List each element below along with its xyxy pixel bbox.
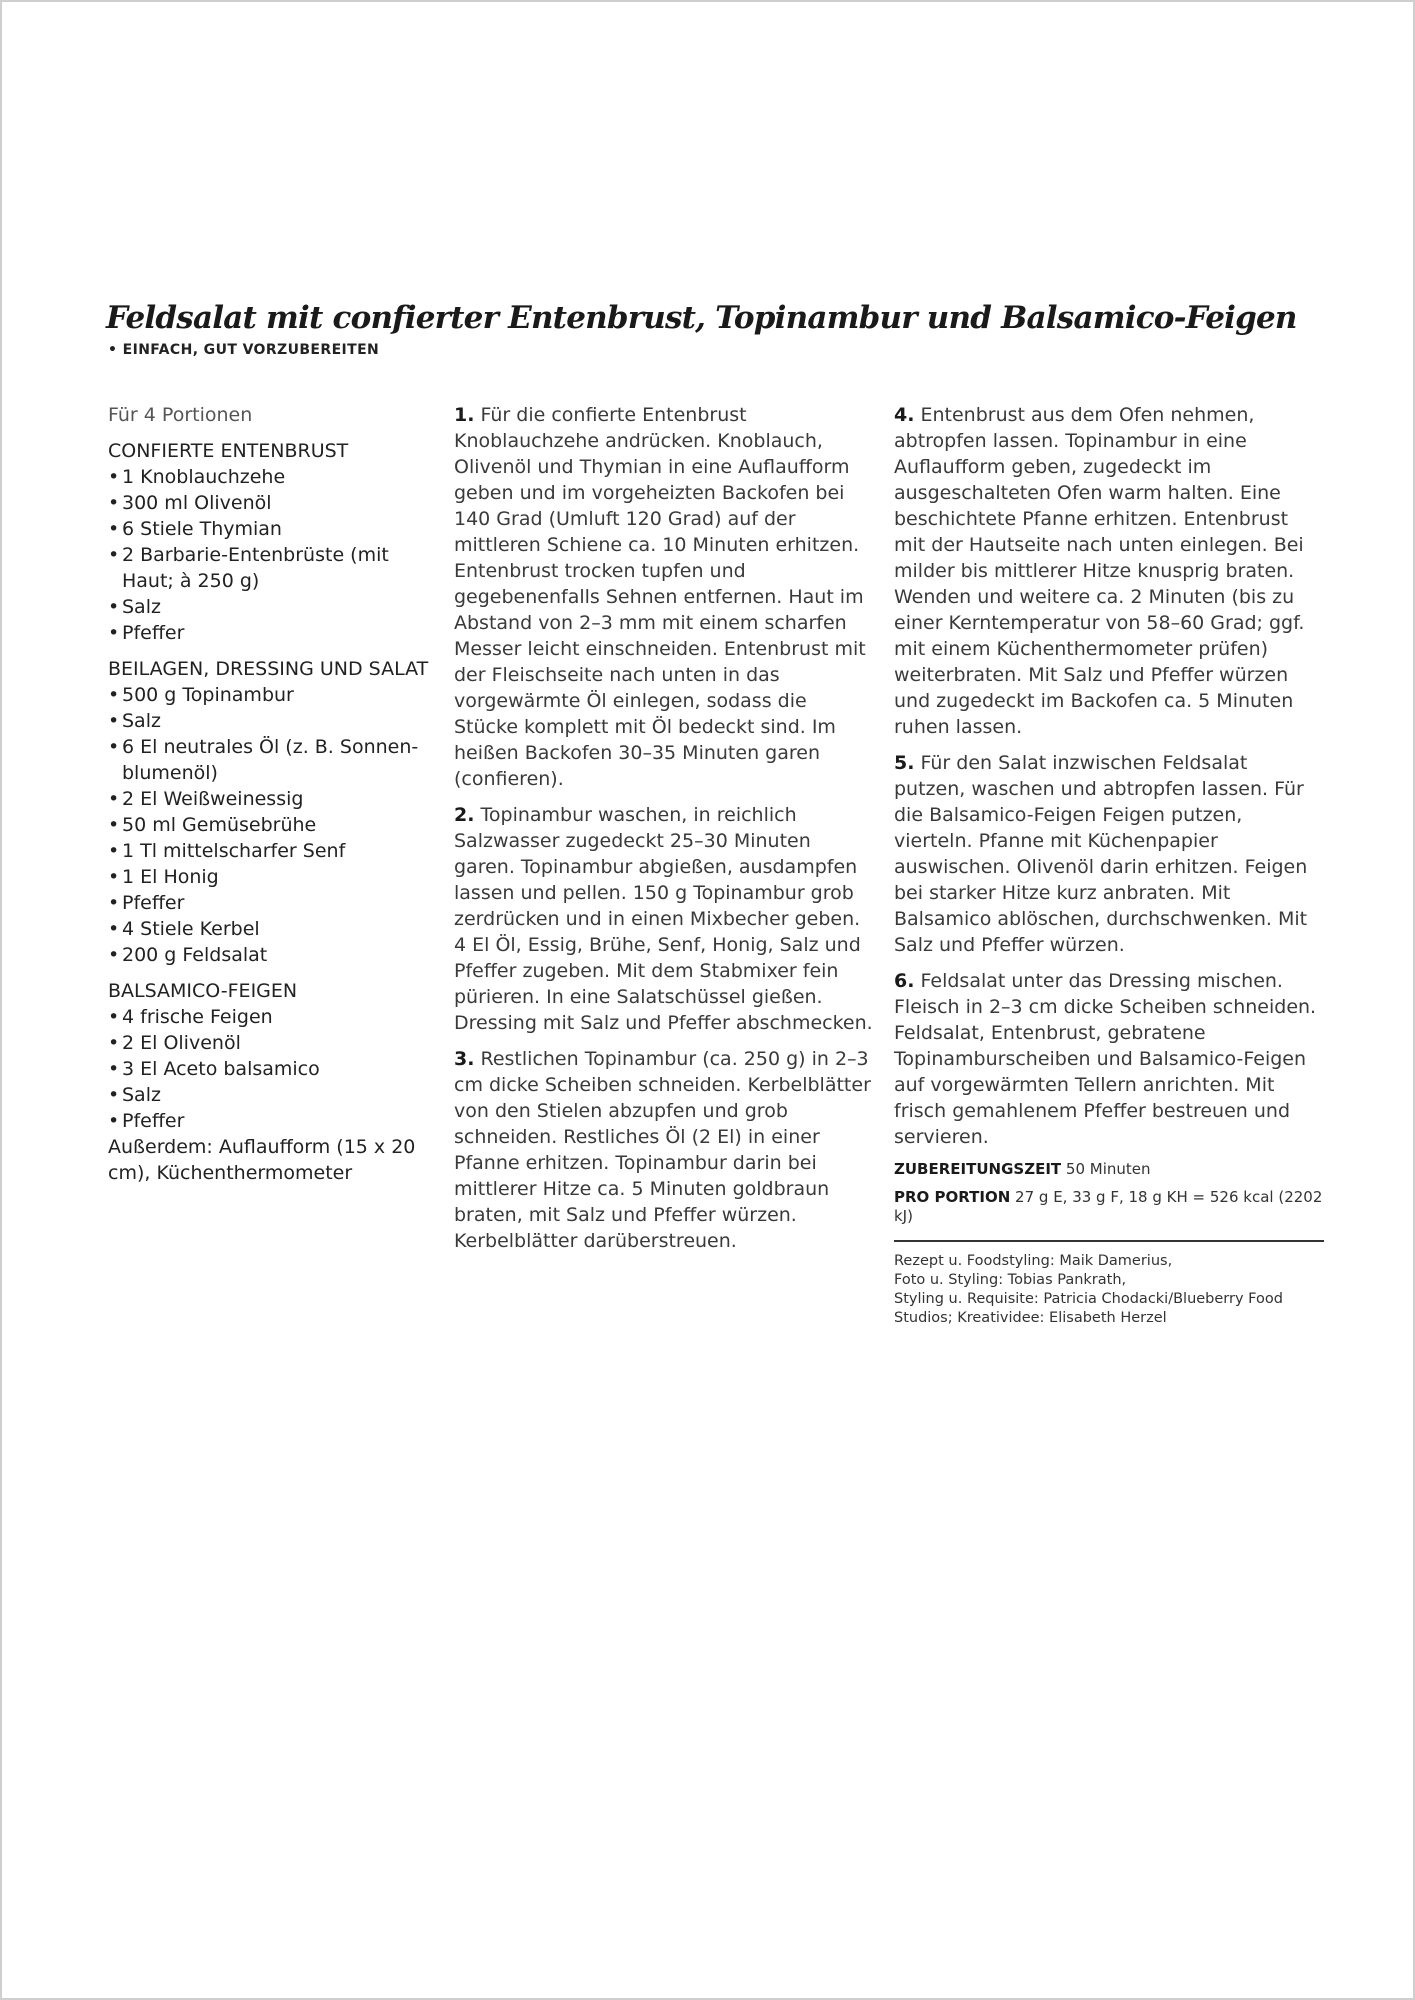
step-text: Entenbrust aus dem Ofen nehmen, abtropfen lassen. Topinambur in eine Auflaufform geben, zugedeckt im ausgeschalteten Ofen warm halten. Eine beschichtete Pfanne erhitzen. Entenbrust mit der Hautseite nach unten einlegen. Bei milder bis mittlerer Hitze knusprig braten. Wenden und weitere ca. 2 Minuten (bis zu einer Kerntemperatur von 58–60 Grad; ggf. mit einem Küchenthermometer prüfen) weiterbraten. Mit Salz und Pfeffer würzen und zugedeckt im Backofen ca. 5 Minuten ruhen lassen. — [894, 404, 1305, 738]
ingredient-item: • 500 g Topinambur — [108, 682, 436, 708]
prep-time-value: 50 Minuten — [1065, 1160, 1151, 1178]
ingredient-item: • 4 Stiele Kerbel — [108, 916, 436, 942]
step-number: 2. — [454, 804, 475, 826]
credit-line: Styling u. Requisite: Patricia Chodacki/Blueberry Food Studios; Kreatividee: Elisabeth Herzel — [894, 1291, 1283, 1326]
ingredient-item: • 2 El Weißweinessig — [108, 786, 436, 812]
meta-info — [894, 1160, 1324, 1226]
ingredient-item: • 2 El Olivenöl — [108, 1030, 436, 1056]
recipe-title: Feldsalat mit confierter Entenbrust, Topinambur und Balsamico-Feigen — [106, 300, 1297, 336]
ingredient-item: • 4 frische Feigen — [108, 1004, 436, 1030]
portions-text: Für 4 Portionen — [108, 404, 253, 426]
ingredient-item: • 200 g Feldsalat — [108, 942, 436, 968]
ingredient-item: • 3 El Aceto balsamico — [108, 1056, 436, 1082]
step-number: 6. — [894, 970, 915, 992]
credit-line: Foto u. Styling: Tobias Pankrath, — [894, 1272, 1127, 1288]
ingredient-item: • 2 Barbarie-Entenbrüste (mit Haut; à 250 g) — [108, 542, 436, 594]
ingredient-item: • 1 Tl mittelscharfer Senf — [108, 838, 436, 864]
step-number: 4. — [894, 404, 915, 426]
prep-time-label: ZUBEREITUNGSZEIT — [894, 1160, 1062, 1178]
step-text: Restlichen Topinambur (ca. 250 g) in 2–3 cm dicke Scheiben schneiden. Kerbelblätter von den Stielen abzupfen und grob schneiden. Restliches Öl (2 El) in einer Pfanne erhitzen. Topinambur darin bei mittlerer Hitze ca. 5 Minuten goldbraun braten, mit Salz und Pfeffer würzen. Kerbelblätter darüberstreuen. — [454, 1048, 871, 1252]
step-text: Für die confierte Entenbrust Knoblauchzehe andrücken. Knoblauch, Olivenöl und Thymian in eine Auflaufform geben und im vorgeheizten Backofen bei 140 Grad (Umluft 120 Grad) auf der mittleren Schiene ca. 10 Minuten erhitzen. Entenbrust trocken tupfen und gegebenenfalls Sehnen entfernen. Haut im Abstand von 2–3 mm mit einem scharfen Messer leicht einschneiden. Entenbrust mit der Fleischseite nach unten in das vorgewärmte Öl einlegen, sodass die Stücke komplett mit Öl bedeckt sind. Im heißen Backofen 30–35 Minuten garen (confieren). — [454, 404, 866, 790]
ingredient-item: • Salz — [108, 1082, 436, 1108]
ingredient-group — [108, 978, 436, 1134]
ingredient-group-title: BEILAGEN, DRESSING UND SALAT — [108, 658, 429, 680]
step-number: 1. — [454, 404, 475, 426]
steps-column-2 — [894, 402, 1324, 1328]
step-text: Feldsalat unter das Dressing mischen. Fleisch in 2–3 cm dicke Scheiben schneiden. Feldsalat, Entenbrust, gebratene Topinamburscheiben und Balsamico-Feigen auf vorgewärmten Tellern anrichten. Mit frisch gemahlenem Pfeffer bestreuen und servieren. — [894, 970, 1317, 1148]
ingredient-item: • Salz — [108, 708, 436, 734]
step-4 — [894, 402, 1324, 740]
ingredient-item: • 6 El neutrales Öl (z. B. Sonnen-blumenöl) — [108, 734, 436, 786]
prep-time — [894, 1160, 1324, 1179]
step-1 — [454, 402, 874, 792]
nutrition — [894, 1188, 1324, 1226]
step-text: Topinambur waschen, in reichlich Salzwasser zugedeckt 25–30 Minuten garen. Topinambur abgießen, ausdampfen lassen und pellen. 150 g Topinambur grob zerdrücken und in einen Mixbecher geben. 4 El Öl, Essig, Brühe, Senf, Honig, Salz und Pfeffer zugeben. Mit dem Stabmixer fein pürieren. In eine Salatschüssel gießen. Dressing mit Salz und Pfeffer abschmecken. — [454, 804, 873, 1034]
divider — [894, 1240, 1324, 1242]
step-6 — [894, 968, 1324, 1150]
step-number: 3. — [454, 1048, 475, 1070]
ingredient-group — [108, 438, 436, 646]
ingredient-item: • 1 El Honig — [108, 864, 436, 890]
ingredient-item: • Pfeffer — [108, 620, 436, 646]
ingredient-item: • 300 ml Olivenöl — [108, 490, 436, 516]
step-5 — [894, 750, 1324, 958]
step-number: 5. — [894, 752, 915, 774]
nutrition-label: PRO PORTION — [894, 1188, 1011, 1206]
step-text: Für den Salat inzwischen Feldsalat putzen, waschen und abtropfen lassen. Für die Balsamico-Feigen Feigen putzen, vierteln. Pfanne mit Küchenpapier auswischen. Olivenöl darin erhitzen. Feigen bei starker Hitze kurz anbraten. Mit Balsamico ablöschen, durchschwenken. Mit Salz und Pfeffer würzen. — [894, 752, 1308, 956]
step-3 — [454, 1046, 874, 1254]
ingredient-group-title: CONFIERTE ENTENBRUST — [108, 440, 349, 462]
recipe-subtitle: • EINFACH, GUT VORZUBEREITEN — [108, 342, 380, 358]
step-2 — [454, 802, 874, 1036]
ingredient-item: • 6 Stiele Thymian — [108, 516, 436, 542]
credits — [894, 1252, 1324, 1328]
ingredient-group — [108, 656, 436, 968]
ingredient-item: • Pfeffer — [108, 890, 436, 916]
extras-note: Außerdem: Auflaufform (15 x 20 cm), Küchenthermometer — [108, 1136, 416, 1184]
nutrition-value: 27 g E, 33 g F, 18 g KH = 526 kcal (2202 kJ) — [894, 1188, 1323, 1225]
ingredient-item: • 50 ml Gemüsebrühe — [108, 812, 436, 838]
ingredients-column — [108, 402, 436, 1186]
ingredient-item: • Pfeffer — [108, 1108, 436, 1134]
ingredient-group-title: BALSAMICO-FEIGEN — [108, 980, 298, 1002]
steps-column-1 — [454, 402, 874, 1264]
ingredient-item: • Salz — [108, 594, 436, 620]
ingredient-item: • 1 Knoblauchzehe — [108, 464, 436, 490]
credit-line: Rezept u. Foodstyling: Maik Damerius, — [894, 1253, 1173, 1269]
